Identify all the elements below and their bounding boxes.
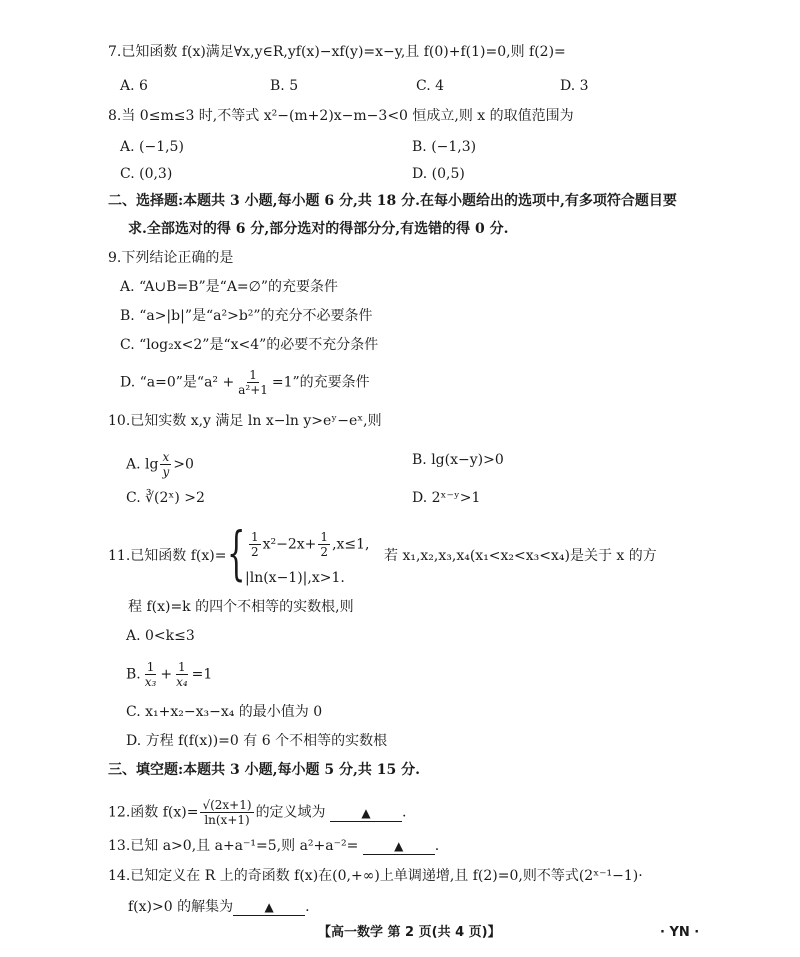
q9-option-a: A. “A∪B=B”是“A=∅”的充要条件 bbox=[120, 279, 339, 295]
q13-answer-blank[interactable]: ▲ bbox=[363, 838, 435, 855]
q10-option-a-suffix: >0 bbox=[173, 456, 194, 473]
q14-suffix: . bbox=[305, 899, 310, 915]
q12-numerator: √(2x+1) bbox=[202, 798, 252, 812]
q8-option-c: C. (0,3) bbox=[120, 166, 173, 182]
q7-option-b: B. 5 bbox=[270, 78, 299, 94]
q11-option-b bbox=[126, 660, 212, 689]
q10-option-b: B. lg(x−y)>0 bbox=[412, 452, 504, 468]
q14-answer-blank[interactable]: ▲ bbox=[233, 899, 305, 916]
q7-option-a: A. 6 bbox=[120, 78, 148, 94]
section2-heading-line1: 二、选择题:本题共 3 小题,每小题 6 分,共 18 分.在每小题给出的选项中,有多项符合题目要 bbox=[108, 193, 677, 209]
q11-case1-den2: 2 bbox=[320, 545, 329, 559]
q14-prefix: f(x)>0 的解集为 bbox=[128, 899, 234, 915]
q11-case1-fraction1 bbox=[249, 530, 261, 559]
q12-answer-blank[interactable]: ▲ bbox=[330, 805, 402, 822]
q13-line bbox=[108, 836, 439, 856]
q7-option-c: C. 4 bbox=[416, 78, 445, 94]
q12-middle: 的定义域为 bbox=[255, 804, 326, 821]
q10-option-a-prefix: A. lg bbox=[126, 456, 159, 473]
q7-option-d: D. 3 bbox=[560, 78, 589, 94]
q14-line1: 14.已知定义在 R 上的奇函数 f(x)在(0,+∞)上单调递增,且 f(2)=0,则不等式(2ˣ⁻¹−1)· bbox=[108, 868, 643, 884]
q11-option-b-prefix: B. bbox=[126, 666, 141, 683]
q13-suffix: . bbox=[434, 838, 440, 854]
section2-heading-line2: 求.全部选对的得 6 分,部分选对的得部分分,有选错的得 0 分. bbox=[128, 221, 509, 237]
q12-suffix: . bbox=[402, 804, 407, 821]
q11-option-b-suffix: =1 bbox=[191, 666, 213, 683]
q11-case1-condition: ,x≤1, bbox=[332, 536, 370, 553]
q9-option-d bbox=[120, 368, 370, 397]
q9-stem: 9.下列结论正确的是 bbox=[108, 250, 234, 266]
q11-option-c: C. x₁+x₂−x₃−x₄ 的最小值为 0 bbox=[126, 704, 323, 720]
q8-option-b: B. (−1,3) bbox=[412, 139, 477, 155]
q9-option-d-numerator: 1 bbox=[249, 368, 257, 382]
q11-case1-num1: 1 bbox=[251, 530, 259, 544]
q11-option-b-num1: 1 bbox=[146, 660, 155, 674]
q11-case1-middle: x²−2x+ bbox=[262, 536, 317, 553]
q11-case2: |ln(x−1)|,x>1. bbox=[245, 570, 345, 586]
q10-option-c: C. ∛(2ˣ) >2 bbox=[126, 490, 205, 506]
q11-case1-den1: 2 bbox=[251, 545, 259, 559]
q11-option-b-num2: 1 bbox=[178, 660, 186, 674]
q11-option-b-den1: x₃ bbox=[144, 675, 157, 689]
q11-option-b-fraction2 bbox=[174, 660, 190, 689]
section3-heading: 三、填空题:本题共 3 小题,每小题 5 分,共 15 分. bbox=[108, 762, 420, 778]
q11-piecewise-brace: { bbox=[227, 519, 246, 587]
q13-prefix: 13.已知 a>0,且 a+a⁻¹=5,则 a²+a⁻²= bbox=[108, 838, 359, 854]
q9-option-b: B. “a>|b|”是“a²>b²”的充分不必要条件 bbox=[120, 308, 373, 324]
q9-option-d-fraction bbox=[236, 368, 270, 397]
q12-line bbox=[108, 798, 406, 827]
page-footer bbox=[0, 923, 800, 943]
q8-option-a: A. (−1,5) bbox=[120, 139, 184, 155]
q11-stem-prefix: 11.已知函数 f(x)= bbox=[108, 548, 227, 564]
q12-denominator: ln(x+1) bbox=[204, 813, 250, 827]
q11-option-b-plus: + bbox=[160, 666, 173, 683]
q10-option-a-fraction bbox=[160, 450, 171, 479]
q10-stem: 10.已知实数 x,y 满足 ln x−ln y>eʸ−eˣ,则 bbox=[108, 413, 382, 429]
q11-option-d: D. 方程 f(f(x))=0 有 6 个不相等的实数根 bbox=[126, 733, 388, 749]
q12-fraction bbox=[200, 798, 253, 827]
q11-option-b-den2: x₄ bbox=[176, 675, 188, 689]
footer-code: · YN · bbox=[660, 925, 700, 940]
q11-stem-suffix: 若 x₁,x₂,x₃,x₄(x₁<x₂<x₃<x₄)是关于 x 的方 bbox=[384, 548, 657, 564]
q10-option-a-numerator: x bbox=[162, 450, 170, 464]
q11-stem-line2: 程 f(x)=k 的四个不相等的实数根,则 bbox=[128, 599, 354, 615]
q9-option-d-prefix: D. “a=0”是“a² + bbox=[120, 374, 235, 391]
q10-option-a-denominator: y bbox=[162, 465, 170, 479]
q8-stem: 8.当 0≤m≤3 时,不等式 x²−(m+2)x−m−3<0 恒成立,则 x 的取值范围为 bbox=[108, 108, 574, 124]
q10-option-a bbox=[126, 450, 194, 479]
q9-option-d-suffix: =1”的充要条件 bbox=[271, 374, 370, 391]
q14-line2 bbox=[128, 897, 310, 917]
footer-page-info: 【高一数学 第 2 页(共 4 页)】 bbox=[318, 925, 501, 940]
q11-case1-fraction2 bbox=[318, 530, 330, 559]
q9-option-c: C. “log₂x<2”是“x<4”的必要不充分条件 bbox=[120, 337, 379, 353]
q7-stem: 7.已知函数 f(x)满足∀x,y∈R,yf(x)−xf(y)=x−y,且 f(0)+f(1)=0,则 f(2)= bbox=[108, 44, 566, 60]
q12-prefix: 12.函数 f(x)= bbox=[108, 804, 199, 821]
q11-option-b-fraction1 bbox=[143, 660, 159, 689]
q10-option-d: D. 2ˣ⁻ʸ>1 bbox=[412, 490, 481, 506]
q11-option-a: A. 0<k≤3 bbox=[126, 628, 195, 644]
q11-case1 bbox=[247, 530, 370, 559]
q11-case1-num2: 1 bbox=[320, 530, 329, 544]
q9-option-d-denominator: a²+1 bbox=[238, 383, 268, 397]
q8-option-d: D. (0,5) bbox=[412, 166, 465, 182]
